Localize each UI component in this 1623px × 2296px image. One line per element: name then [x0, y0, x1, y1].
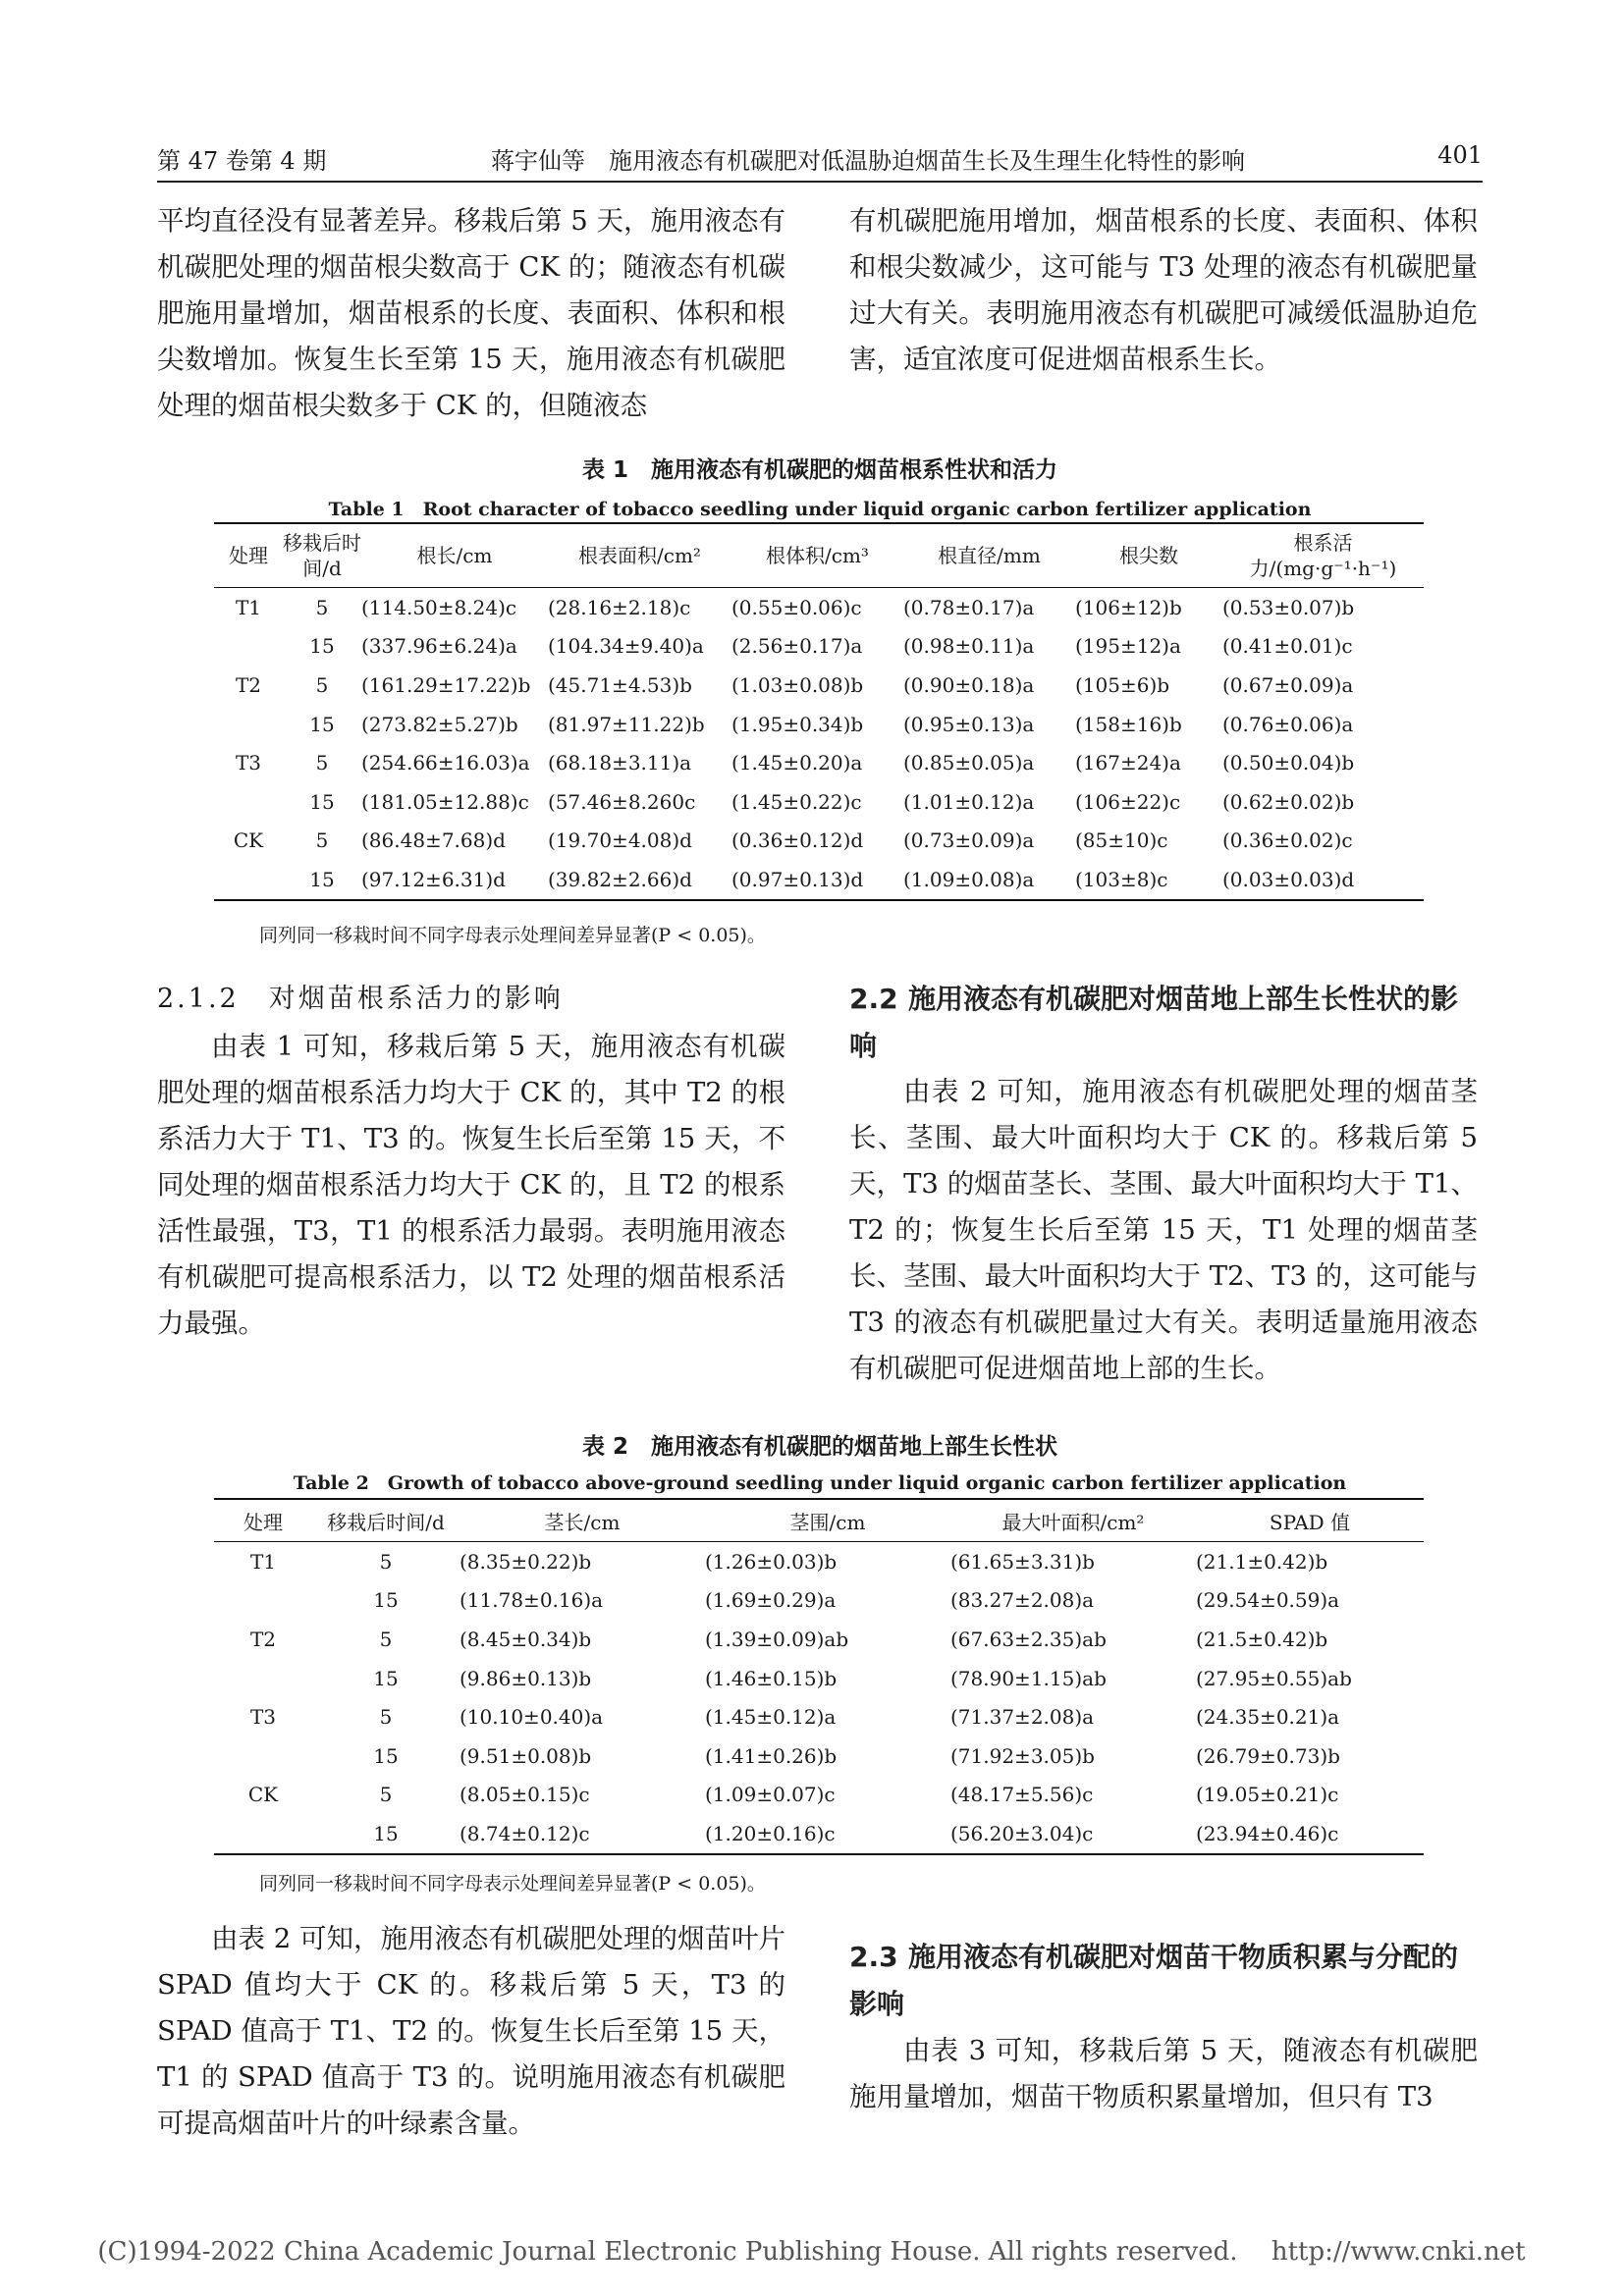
value-cell: (0.03±0.03)d	[1222, 867, 1355, 891]
value-cell: (29.54±0.59)a	[1196, 1588, 1340, 1613]
time-cell: 5	[315, 672, 329, 697]
treatment-cell	[214, 1814, 312, 1854]
time-cell: 5	[315, 828, 329, 853]
table1-header-root-surface: 根表面积/cm²	[578, 544, 701, 567]
value-cell: (106±22)c	[1075, 789, 1181, 814]
value-cell: (1.45±0.20)a	[731, 751, 863, 775]
top-left-paragraph: 平均直径没有显著差异。移栽后第 5 天，施用液态有机碳肥处理的烟苗根尖数高于 CK 的；随液态有机碳肥施用量增加，烟苗根系的长度、表面积、体积和根尖数增加。恢复生长至第 15 天，施用液态有机碳肥处理的烟苗根尖数多于 CK 的，但随液态	[157, 205, 785, 421]
value-cell: (1.45±0.12)a	[705, 1705, 837, 1730]
value-cell: (0.62±0.02)b	[1222, 789, 1355, 814]
value-cell: (105±6)b	[1075, 672, 1170, 697]
table-row	[214, 1697, 1424, 1736]
value-cell: (10.10±0.40)a	[460, 1705, 604, 1730]
value-cell: (83.27±2.08)a	[950, 1588, 1095, 1613]
value-cell: (11.78±0.16)a	[460, 1588, 604, 1613]
value-cell: (61.65±3.31)b	[950, 1549, 1095, 1574]
treatment-cell	[214, 1581, 312, 1621]
time-cell: 15	[309, 634, 335, 659]
value-cell: (21.5±0.42)b	[1196, 1627, 1328, 1651]
value-cell: (103±8)c	[1075, 867, 1168, 891]
treatment-cell: CK	[233, 828, 264, 853]
value-cell: (39.82±2.66)d	[548, 867, 692, 891]
table-row	[214, 1736, 1424, 1776]
table-row	[214, 743, 1424, 782]
running-header	[157, 135, 1483, 183]
value-cell: (0.50±0.04)b	[1222, 751, 1355, 775]
value-cell: (0.76±0.06)a	[1222, 712, 1354, 736]
value-cell: (0.73±0.09)a	[903, 828, 1035, 853]
section-2-3-title: 施用液态有机碳肥对烟苗干物质积累与分配的影响	[849, 1941, 1459, 2020]
table1-caption-en: Table 1 Root character of tobacco seedling under liquid organic carbon fertilizer application	[328, 499, 1312, 520]
value-cell: (0.55±0.06)c	[731, 595, 862, 619]
value-cell: (273.82±5.27)b	[361, 712, 518, 736]
value-cell: (85±10)c	[1075, 828, 1168, 853]
value-cell: (67.63±2.35)ab	[950, 1627, 1107, 1651]
value-cell: (104.34±9.40)a	[548, 634, 704, 659]
value-cell: (0.97±0.13)d	[731, 867, 864, 891]
table-row	[214, 1542, 1424, 1581]
table2-header-row	[214, 1499, 1424, 1542]
value-cell: (45.71±4.53)b	[548, 672, 692, 697]
treatment-cell: T1	[235, 595, 262, 619]
time-cell: 15	[373, 1588, 399, 1613]
value-cell: (23.94±0.46)c	[1196, 1821, 1339, 1845]
value-cell: (1.03±0.08)b	[731, 672, 864, 697]
value-cell: (0.36±0.02)c	[1222, 828, 1353, 853]
value-cell: (48.17±5.56)c	[950, 1783, 1094, 1807]
value-cell: (1.09±0.08)a	[903, 867, 1035, 891]
table2-caption-cn: 表 2 施用液态有机碳肥的烟苗地上部生长性状	[581, 1434, 1057, 1460]
time-cell: 15	[373, 1743, 399, 1768]
time-cell: 5	[379, 1783, 393, 1807]
time-cell: 5	[315, 751, 329, 775]
time-cell: 15	[309, 712, 335, 736]
time-cell: 5	[315, 595, 329, 619]
value-cell: (195±12)a	[1075, 634, 1181, 659]
value-cell: (57.46±8.260c	[548, 789, 696, 814]
value-cell: (1.39±0.09)ab	[705, 1627, 849, 1651]
journal-volume: 第 47 卷第 4 期	[157, 147, 327, 175]
value-cell: (1.26±0.03)b	[705, 1549, 838, 1574]
value-cell: (1.09±0.07)c	[705, 1783, 836, 1807]
table2	[214, 1498, 1424, 1855]
value-cell: (28.16±2.18)c	[548, 595, 691, 619]
treatment-cell	[214, 782, 283, 822]
section-2-3-number: 2.3	[849, 1941, 898, 1973]
table1-header-root-activity: 根系活力/(mg·g⁻¹·h⁻¹)	[1249, 531, 1397, 580]
value-cell: (1.69±0.29)a	[705, 1588, 837, 1613]
treatment-cell: T2	[235, 672, 262, 697]
value-cell: (8.74±0.12)c	[460, 1821, 590, 1845]
value-cell: (0.95±0.13)a	[903, 712, 1035, 736]
table-row	[214, 1581, 1424, 1621]
table2-caption-en: Table 2 Growth of tobacco above-ground seedling under liquid organic carbon fertilizer application	[293, 1472, 1347, 1494]
value-cell: (0.98±0.11)a	[903, 634, 1035, 659]
value-cell: (19.05±0.21)c	[1196, 1783, 1339, 1807]
section-2-2-title: 施用液态有机碳肥对烟苗地上部生长性状的影响	[849, 983, 1459, 1062]
value-cell: (68.18±3.11)a	[548, 751, 692, 775]
table2-header-time: 移栽后时间/d	[327, 1510, 445, 1534]
value-cell: (71.37±2.08)a	[950, 1705, 1095, 1730]
value-cell: (1.46±0.15)b	[705, 1666, 838, 1690]
table2-note: 同列同一移栽时间不同字母表示处理间差异显著(P < 0.05)。	[259, 1873, 766, 1895]
value-cell: (0.90±0.18)a	[903, 672, 1035, 697]
section-2-1-2-body: 由表 1 可知，移栽后第 5 天，施用液态有机碳肥处理的烟苗根系活力均大于 CK 的，其中 T2 的根系活力大于 T1、T3 的。恢复生长后至第 15 天，不同处理的烟苗根系活力均大于 CK 的，且 T2 的根系活性最强，T3，T1 的根系活力最弱。表明施用液态有机碳肥可提高根系活力，以 T2 处理的烟苗根系活力最强。	[157, 1031, 785, 1339]
value-cell: (2.56±0.17)a	[731, 634, 863, 659]
table-row	[214, 588, 1424, 627]
table-row	[214, 1620, 1424, 1659]
value-cell: (1.20±0.16)c	[705, 1821, 836, 1845]
section-2-3-heading	[849, 1934, 1478, 2028]
table-row	[214, 822, 1424, 861]
top-right-paragraph: 有机碳肥施用增加，烟苗根系的长度、表面积、体积和根尖数减少，这可能与 T3 处理的液态有机碳肥量过大有关。表明施用液态有机碳肥可减缓低温胁迫危害，适宜浓度可促进烟苗根系生长。	[849, 205, 1478, 375]
value-cell: (27.95±0.55)ab	[1196, 1666, 1352, 1690]
value-cell: (8.05±0.15)c	[460, 1783, 590, 1807]
value-cell: (71.92±3.05)b	[950, 1743, 1095, 1768]
treatment-cell	[214, 627, 283, 667]
value-cell: (1.45±0.22)c	[731, 789, 862, 814]
value-cell: (167±24)a	[1075, 751, 1181, 775]
value-cell: (0.85±0.05)a	[903, 751, 1035, 775]
value-cell: (161.29±17.22)b	[361, 672, 531, 697]
page-number: 401	[1437, 141, 1483, 169]
time-cell: 5	[379, 1549, 393, 1574]
value-cell: (0.53±0.07)b	[1222, 595, 1355, 619]
treatment-cell	[214, 1736, 312, 1776]
section-2-2-number: 2.2	[849, 983, 898, 1015]
value-cell: (9.86±0.13)b	[460, 1666, 592, 1690]
treatment-cell: T1	[249, 1549, 277, 1574]
value-cell: (86.48±7.68)d	[361, 828, 506, 853]
value-cell: (56.20±3.04)c	[950, 1821, 1094, 1845]
table1-header-time: 移栽后时间/d	[283, 531, 361, 580]
table-row	[214, 1814, 1424, 1854]
treatment-cell	[214, 860, 283, 900]
table1-body	[214, 588, 1424, 900]
section-2-2-heading	[849, 976, 1478, 1070]
running-title: 蒋宇仙等 施用液态有机碳肥对低温胁迫烟苗生长及生理生化特性的影响	[491, 147, 1245, 175]
table2-header-leaf-area: 最大叶面积/cm²	[1001, 1510, 1145, 1534]
table-row	[214, 1659, 1424, 1698]
table1	[214, 522, 1424, 901]
time-cell: 15	[309, 867, 335, 891]
value-cell: (0.41±0.01)c	[1222, 634, 1353, 659]
table2-body	[214, 1542, 1424, 1854]
value-cell: (21.1±0.42)b	[1196, 1549, 1328, 1574]
value-cell: (26.79±0.73)b	[1196, 1743, 1340, 1768]
time-cell: 5	[379, 1705, 393, 1730]
treatment-cell: CK	[247, 1783, 279, 1807]
table1-header-root-tips: 根尖数	[1119, 544, 1178, 567]
value-cell: (181.05±12.88)c	[361, 789, 529, 814]
treatment-cell	[214, 1659, 312, 1698]
value-cell: (19.70±4.08)d	[548, 828, 692, 853]
table-row	[214, 782, 1424, 822]
value-cell: (81.97±11.22)b	[548, 712, 705, 736]
table1-header-root-diameter: 根直径/mm	[938, 544, 1041, 567]
value-cell: (8.35±0.22)b	[460, 1549, 592, 1574]
section-2-1-2-heading: 2.1.2 对烟苗根系活力的影响	[157, 984, 564, 1014]
table2-header-treatment: 处理	[243, 1510, 283, 1534]
spad-paragraph: 由表 2 可知，施用液态有机碳肥处理的烟苗叶片 SPAD 值均大于 CK 的。移栽后第 5 天，T3 的 SPAD 值高于 T1、T2 的。恢复生长后至第 15 天，T1 的 SPAD 值高于 T3 的。说明施用液态有机碳肥可提高烟苗叶片的叶绿素含量。	[157, 1923, 785, 2139]
time-cell: 15	[309, 789, 335, 814]
value-cell: (337.96±6.24)a	[361, 634, 517, 659]
treatment-cell	[214, 705, 283, 744]
value-cell: (1.95±0.34)b	[731, 712, 864, 736]
table1-caption-cn: 表 1 施用液态有机碳肥的烟苗根系性状和活力	[581, 457, 1057, 483]
table-row	[214, 666, 1424, 705]
value-cell: (254.66±16.03)a	[361, 751, 530, 775]
table1-header-treatment: 处理	[229, 544, 268, 567]
table-row	[214, 860, 1424, 900]
value-cell: (78.90±1.15)ab	[950, 1666, 1107, 1690]
table1-note: 同列同一移栽时间不同字母表示处理间差异显著(P < 0.05)。	[259, 925, 766, 946]
table-row	[214, 1776, 1424, 1815]
table1-header-root-length: 根长/cm	[416, 544, 493, 567]
time-cell: 15	[373, 1666, 399, 1690]
value-cell: (0.36±0.12)d	[731, 828, 864, 853]
value-cell: (8.45±0.34)b	[460, 1627, 592, 1651]
value-cell: (1.01±0.12)a	[903, 789, 1035, 814]
treatment-cell: T2	[249, 1627, 277, 1651]
value-cell: (0.67±0.09)a	[1222, 672, 1354, 697]
table2-header-stem-length: 茎长/cm	[544, 1510, 621, 1534]
value-cell: (158±16)b	[1075, 712, 1182, 736]
section-2-3-body: 由表 3 可知，移栽后第 5 天，随液态有机碳肥施用量增加，烟苗干物质积累量增加，但只有 T3	[849, 2035, 1478, 2112]
value-cell: (24.35±0.21)a	[1196, 1705, 1340, 1730]
time-cell: 15	[373, 1821, 399, 1845]
table-row	[214, 627, 1424, 667]
value-cell: (1.41±0.26)b	[705, 1743, 838, 1768]
copyright-footer: (C)1994-2022 China Academic Journal Electronic Publishing House. All rights reserved. http://www.cnki.net	[97, 2237, 1526, 2267]
value-cell: (114.50±8.24)c	[361, 595, 517, 619]
treatment-cell: T3	[249, 1705, 277, 1730]
treatment-cell: T3	[235, 751, 262, 775]
value-cell: (9.51±0.08)b	[460, 1743, 592, 1768]
table1-header-root-volume: 根体积/cm³	[766, 544, 869, 567]
table2-header-spad: SPAD 值	[1269, 1510, 1351, 1534]
section-2-2-body: 由表 2 可知，施用液态有机碳肥处理的烟苗茎长、茎围、最大叶面积均大于 CK 的。移栽后第 5 天，T3 的烟苗茎长、茎围、最大叶面积均大于 T1、T2 的；恢复生长后至第 15 天，T1 处理的烟苗茎长、茎围、最大叶面积均大于 T2、T3 的，这可能与 T3 的液态有机碳肥量过大有关。表明适量施用液态有机碳肥可促进烟苗地上部的生长。	[849, 1076, 1478, 1384]
value-cell: (106±12)b	[1075, 595, 1182, 619]
table2-header-stem-girth: 茎围/cm	[789, 1510, 866, 1534]
value-cell: (0.78±0.17)a	[903, 595, 1035, 619]
time-cell: 5	[379, 1627, 393, 1651]
table1-header-row	[214, 523, 1424, 588]
value-cell: (97.12±6.31)d	[361, 867, 506, 891]
table-row	[214, 705, 1424, 744]
